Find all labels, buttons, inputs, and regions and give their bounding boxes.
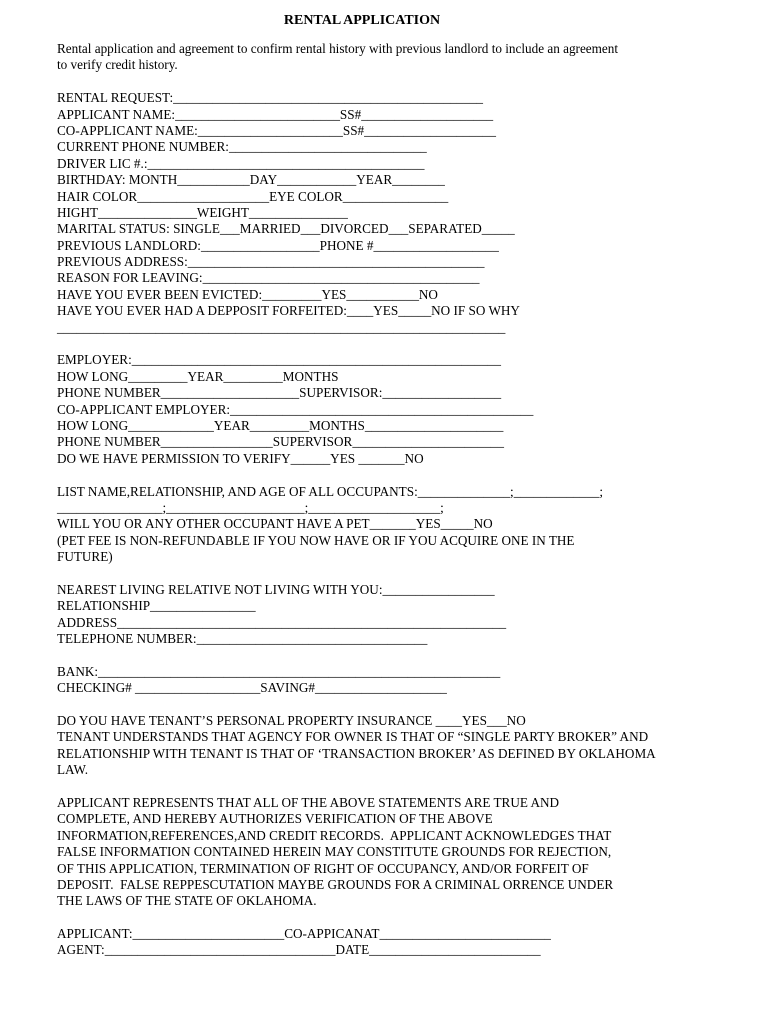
form-field-line: CURRENT PHONE NUMBER:______________________________ <box>57 139 427 155</box>
form-field-line: PREVIOUS ADDRESS:_____________________________________________ <box>57 254 485 270</box>
form-field-line: EMPLOYER:________________________________________________________ <box>57 352 501 368</box>
form-field-line: RENTAL REQUEST:_______________________________________________ <box>57 90 484 106</box>
section-spacer <box>57 467 717 483</box>
form-field-line: COMPLETE, AND HEREBY AUTHORIZES VERIFICATION OF THE ABOVE <box>57 811 493 827</box>
form-field-line: APPLICANT NAME:_________________________SS#____________________ <box>57 106 494 122</box>
form-field-line: HOW LONG_________YEAR_________MONTHS <box>57 368 339 384</box>
insurance-section <box>57 713 717 779</box>
intro-line: Rental application and agreement to confirm rental history with previous landlord to include an agreement <box>57 41 619 56</box>
form-field-line: HOW LONG_____________YEAR_________MONTHS_____________________ <box>57 417 504 433</box>
form-field-line: DRIVER LIC #.:__________________________________________ <box>57 155 425 171</box>
form-field-line: HAIR COLOR____________________EYE COLOR________________ <box>57 188 449 204</box>
employment-section <box>57 352 717 467</box>
form-body <box>57 74 717 959</box>
form-field-line: LIST NAME,RELATIONSHIP, AND AGE OF ALL OCCUPANTS:______________;_____________; <box>57 483 604 499</box>
intro-line: to verify credit history. <box>57 57 178 73</box>
form-field-line: APPLICANT:_______________________CO-APPICANAT__________________________ <box>57 926 551 942</box>
relative-section <box>57 582 717 648</box>
certification-section <box>57 795 717 910</box>
section-spacer <box>57 697 717 713</box>
form-field-line: LAW. <box>57 762 89 778</box>
form-field-line: (PET FEE IS NON-REFUNDABLE IF YOU NOW HAVE OR IF YOU ACQUIRE ONE IN THE <box>57 532 575 548</box>
form-field-line: MARITAL STATUS: SINGLE___MARRIED___DIVORCED___SEPARATED_____ <box>57 221 515 237</box>
form-field-line: DO YOU HAVE TENANT’S PERSONAL PROPERTY INSURANCE ____YES___NO <box>57 713 526 729</box>
form-field-line: REASON FOR LEAVING:__________________________________________ <box>57 270 480 286</box>
document-page <box>57 12 717 959</box>
form-field-line: INFORMATION,REFERENCES,AND CREDIT RECORDS. APPLICANT ACKNOWLEDGES THAT <box>57 827 612 843</box>
section-spacer <box>57 647 717 663</box>
form-field-line: DO WE HAVE PERMISSION TO VERIFY______YES _______NO <box>57 450 424 466</box>
section-spacer <box>57 910 717 926</box>
form-field-line: CHECKING# ___________________SAVING#____________________ <box>57 680 447 696</box>
form-field-line: BANK:_____________________________________________________________ <box>57 663 501 679</box>
occupants-section <box>57 484 717 566</box>
form-field-line: HAVE YOU EVER BEEN EVICTED:_________YES___________NO <box>57 286 438 302</box>
form-field-line: PHONE NUMBER_________________SUPERVISOR_______________________ <box>57 434 504 450</box>
form-field-line: RELATIONSHIP WITH TENANT IS THAT OF ‘TRANSACTION BROKER’ AS DEFINED BY OKLAHOMA <box>57 745 656 761</box>
form-field-line: PHONE NUMBER_____________________SUPERVISOR:__________________ <box>57 385 502 401</box>
form-field-line: OF THIS APPLICATION, TERMINATION OF RIGHT OF OCCUPANCY, AND/OR FORFEIT OF <box>57 860 589 876</box>
form-field-line: DEPOSIT. FALSE REPPESCUTATION MAYBE GROUNDS FOR A CRIMINAL ORRENCE UNDER <box>57 876 614 892</box>
form-field-line: TENANT UNDERSTANDS THAT AGENCY FOR OWNER IS THAT OF “SINGLE PARTY BROKER” AND <box>57 729 649 745</box>
section-spacer <box>57 74 717 90</box>
form-field-line: FALSE INFORMATION CONTAINED HEREIN MAY CONSTITUTE GROUNDS FOR REJECTION, <box>57 844 612 860</box>
form-field-line: CO-APPLICANT NAME:______________________SS#____________________ <box>57 122 496 138</box>
form-field-line: WILL YOU OR ANY OTHER OCCUPANT HAVE A PET_______YES_____NO <box>57 516 493 532</box>
form-field-line: HAVE YOU EVER HAD A DEPPOSIT FORFEITED:____YES_____NO IF SO WHY <box>57 303 520 319</box>
form-field-line: THE LAWS OF THE STATE OF OKLAHOMA. <box>57 893 317 909</box>
form-field-line: TELEPHONE NUMBER:___________________________________ <box>57 631 428 647</box>
bank-section <box>57 664 717 697</box>
form-field-line: CO-APPLICANT EMPLOYER:______________________________________________ <box>57 401 534 417</box>
form-field-line: ADDRESS___________________________________________________________ <box>57 614 507 630</box>
form-field-line: RELATIONSHIP________________ <box>57 598 256 614</box>
form-field-line: BIRTHDAY: MONTH___________DAY____________YEAR________ <box>57 172 445 188</box>
form-field-line: ____________________________________________________________________ <box>57 319 506 335</box>
form-field-line: APPLICANT REPRESENTS THAT ALL OF THE ABOVE STATEMENTS ARE TRUE AND <box>57 794 560 810</box>
intro-paragraph <box>57 41 717 74</box>
personal-info-section <box>57 90 717 336</box>
section-spacer <box>57 336 717 352</box>
form-field-line: NEAREST LIVING RELATIVE NOT LIVING WITH YOU:_________________ <box>57 581 495 597</box>
form-field-line: AGENT:___________________________________DATE__________________________ <box>57 942 541 958</box>
section-spacer <box>57 566 717 582</box>
form-field-line: PREVIOUS LANDLORD:__________________PHONE #___________________ <box>57 237 499 253</box>
section-spacer <box>57 779 717 795</box>
form-field-line: ________________;_____________________;____________________; <box>57 499 444 515</box>
form-field-line: HIGHT_______________WEIGHT_______________ <box>57 204 348 220</box>
document-title: RENTAL APPLICATION <box>283 13 441 28</box>
signature-section <box>57 926 717 959</box>
form-field-line: FUTURE) <box>57 549 113 565</box>
